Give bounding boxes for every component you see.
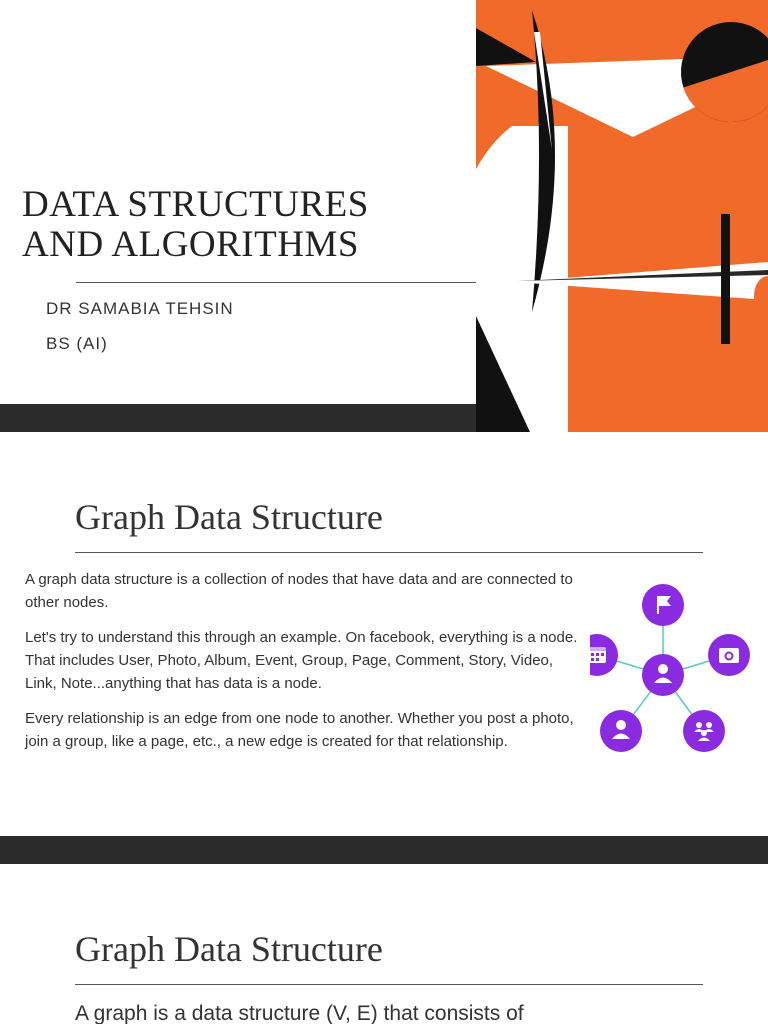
author-name: DR SAMABIA TEHSIN [46,299,234,318]
abstract-art-image [476,0,768,432]
title-line-1: DATA STRUCTURES [22,184,369,225]
presentation-title [22,185,462,265]
camera-icon [708,634,750,676]
definition-text: A graph is a data structure (V, E) that consists of [75,1002,524,1024]
slide-title: Graph Data Structure [75,497,383,537]
flag-icon [642,584,684,626]
user-icon [600,710,642,752]
graph-definition-slide [0,864,768,1024]
graph-intro-slide [0,432,768,836]
social-graph-diagram [590,580,760,760]
calendar-icon [590,634,618,676]
slide-separator [0,836,768,864]
paragraph-3: Every relationship is an edge from one node to another. Whether you post a photo, join a group, like a page, etc., a new edge is created for that relationship. [25,710,574,750]
user-icon [642,654,684,696]
program-label: BS (AI) [46,334,108,353]
title-line-2: AND ALGORITHMS [22,224,359,265]
title-divider [75,552,703,553]
title-divider [76,282,476,283]
title-divider [75,984,703,985]
paragraph-1: A graph data structure is a collection of nodes that have data and are connected to other nodes. [25,571,573,611]
slide-title: Graph Data Structure [75,929,383,969]
paragraph-2: Let's try to understand this through an example. On facebook, everything is a node. That includes User, Photo, Album, Event, Group, Page, Comment, Story, Video, Link, Note...anything that has data is a node. [25,629,578,692]
group-icon [683,710,725,752]
